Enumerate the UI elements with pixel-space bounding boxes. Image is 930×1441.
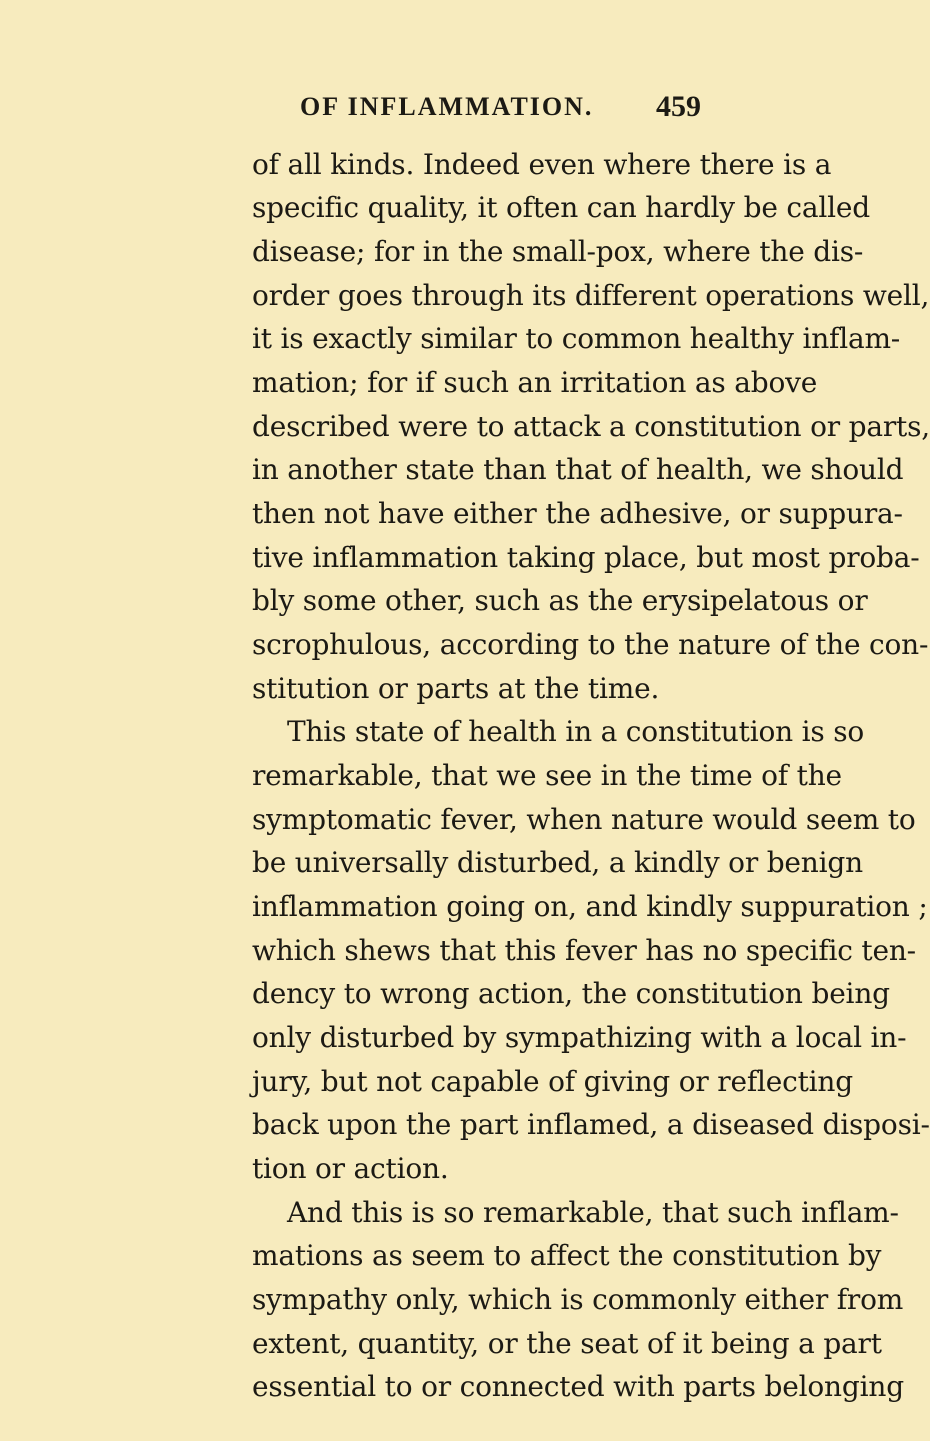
text-line: disease; for in the small-pox, where the dis- bbox=[252, 235, 864, 268]
text-line: sympathy only, which is commonly either from bbox=[252, 1283, 904, 1316]
text-line: And this is so remarkable, that such inflam- bbox=[287, 1196, 899, 1229]
text-line: remarkable, that we see in the time of the bbox=[252, 759, 842, 792]
text-line: extent, quantity, or the seat of it being a part bbox=[252, 1327, 882, 1360]
text-line: which shews that this fever has no specific ten- bbox=[252, 934, 916, 967]
running-head-title: OF INFLAMMATION. bbox=[300, 92, 594, 121]
text-line: bly some other, such as the erysipelatous or bbox=[252, 584, 868, 617]
text-line: jury, but not capable of giving or reflecting bbox=[252, 1065, 853, 1098]
text-line: tive inflammation taking place, but most proba- bbox=[252, 541, 920, 574]
text-line: inflammation going on, and kindly suppuration ; bbox=[252, 890, 928, 923]
text-line: This state of health in a constitution is so bbox=[287, 715, 865, 748]
text-line: described were to attack a constitution or parts, bbox=[252, 410, 930, 443]
text-line: be universally disturbed, a kindly or benign bbox=[252, 846, 863, 879]
text-line: stitution or parts at the time. bbox=[252, 672, 660, 705]
text-line: mations as seem to affect the constitution by bbox=[252, 1239, 882, 1272]
text-line: back upon the part inflamed, a diseased disposi- bbox=[252, 1108, 930, 1141]
text-line: of all kinds. Indeed even where there is a bbox=[252, 148, 832, 181]
text-line: in another state than that of health, we should bbox=[252, 453, 904, 486]
text-line: symptomatic fever, when nature would seem to bbox=[252, 803, 916, 836]
text-line: it is exactly similar to common healthy inflam- bbox=[252, 322, 901, 355]
text-line: scrophulous, according to the nature of the con- bbox=[252, 628, 929, 661]
text-line: then not have either the adhesive, or suppura- bbox=[252, 497, 903, 530]
text-line: essential to or connected with parts belonging bbox=[252, 1370, 904, 1403]
text-line: order goes through its different operations well, bbox=[252, 279, 930, 312]
text-line: dency to wrong action, the constitution being bbox=[252, 977, 890, 1010]
page-number: 459 bbox=[656, 90, 701, 123]
text-line: specific quality, it often can hardly be called bbox=[252, 191, 870, 224]
text-line: only disturbed by sympathizing with a local in- bbox=[252, 1021, 907, 1054]
text-line: tion or action. bbox=[252, 1152, 449, 1185]
text-line: mation; for if such an irritation as above bbox=[252, 366, 818, 399]
